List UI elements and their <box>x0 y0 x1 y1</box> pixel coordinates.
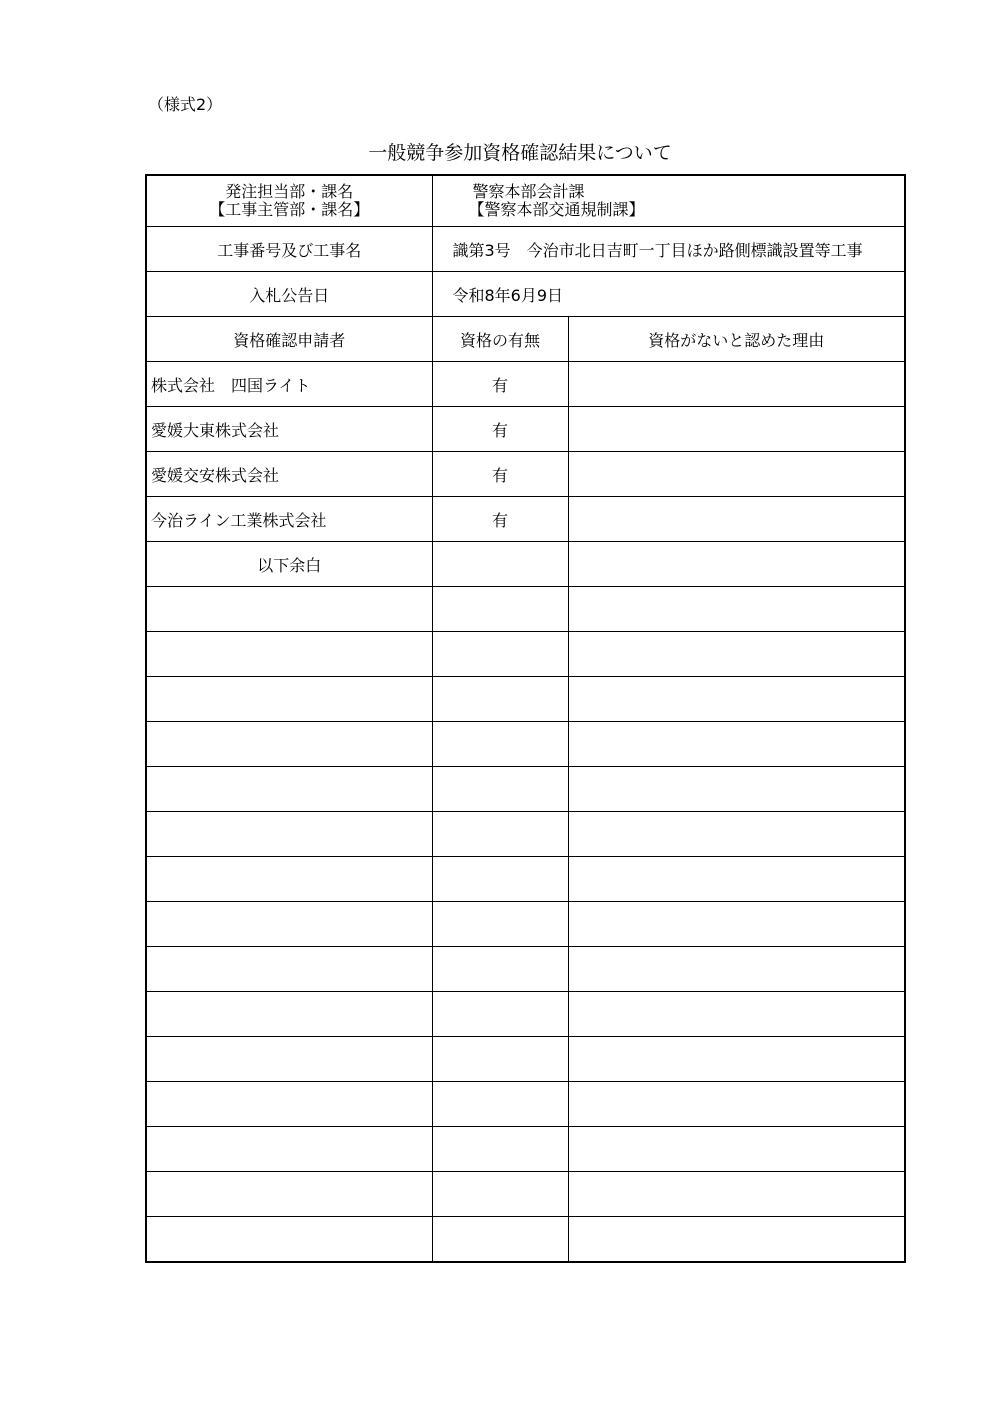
applicant-cell <box>146 677 432 722</box>
dept-value-line1: 警察本部会計課 <box>472 182 585 201</box>
table-row <box>146 497 905 542</box>
qualified-cell <box>432 1082 568 1127</box>
table-row <box>146 677 905 722</box>
reason-cell <box>568 992 905 1037</box>
qualified-cell <box>432 587 568 632</box>
project-value-cell: 識第3号 今治市北日吉町一丁目ほか路側標識設置等工事 <box>432 227 905 272</box>
qualified-cell: 有 <box>432 407 568 452</box>
date-value-cell: 令和8年6月9日 <box>432 272 905 317</box>
applicant-cell <box>146 1082 432 1127</box>
qualified-cell <box>432 542 568 587</box>
qualified-cell <box>432 1217 568 1263</box>
reason-cell <box>568 767 905 812</box>
applicant-cell <box>146 632 432 677</box>
applicant-cell <box>146 1037 432 1082</box>
qualified-cell <box>432 812 568 857</box>
reason-cell <box>568 1172 905 1217</box>
qualified-cell: 有 <box>432 452 568 497</box>
date-label-cell: 入札公告日 <box>146 272 432 317</box>
applicant-cell <box>146 767 432 812</box>
reason-cell <box>568 587 905 632</box>
dept-value-line2: 【警察本部交通規制課】 <box>468 200 645 219</box>
reason-cell <box>568 1037 905 1082</box>
reason-cell <box>568 857 905 902</box>
column-header-qualified: 資格の有無 <box>432 317 568 362</box>
table-row <box>146 1127 905 1172</box>
qualification-results-table <box>145 174 906 1263</box>
table-row <box>146 992 905 1037</box>
reason-cell <box>568 812 905 857</box>
applicant-cell: 愛媛交安株式会社 <box>146 452 432 497</box>
reason-cell <box>568 407 905 452</box>
table-row <box>146 902 905 947</box>
qualified-cell <box>432 722 568 767</box>
applicant-cell <box>146 1217 432 1263</box>
table-row <box>146 1082 905 1127</box>
reason-cell <box>568 677 905 722</box>
qualified-cell <box>432 992 568 1037</box>
dept-label-line2: 【工事主管部・課名】 <box>209 200 370 219</box>
applicant-cell: 株式会社 四国ライト <box>146 362 432 407</box>
table-row <box>146 632 905 677</box>
date-row <box>146 272 905 317</box>
table-row <box>146 1172 905 1217</box>
reason-cell <box>568 542 905 587</box>
reason-cell <box>568 1217 905 1263</box>
table-row <box>146 947 905 992</box>
applicant-cell: 愛媛大東株式会社 <box>146 407 432 452</box>
column-header-row <box>146 317 905 362</box>
dept-value-cell <box>432 175 905 227</box>
qualified-cell <box>432 857 568 902</box>
applicant-cell <box>146 587 432 632</box>
applicant-cell <box>146 1127 432 1172</box>
dept-label-cell <box>146 175 432 227</box>
applicant-cell <box>146 902 432 947</box>
reason-cell <box>568 1082 905 1127</box>
table-row <box>146 767 905 812</box>
applicant-cell: 以下余白 <box>146 542 432 587</box>
project-row <box>146 227 905 272</box>
applicant-cell <box>146 857 432 902</box>
reason-cell <box>568 722 905 767</box>
table-row <box>146 812 905 857</box>
table-row <box>146 407 905 452</box>
reason-cell <box>568 362 905 407</box>
applicant-cell: 今治ライン工業株式会社 <box>146 497 432 542</box>
table-row <box>146 857 905 902</box>
qualified-cell <box>432 632 568 677</box>
form-number-label: （様式2） <box>148 95 223 114</box>
qualified-cell <box>432 677 568 722</box>
qualified-cell <box>432 1037 568 1082</box>
table-row <box>146 722 905 767</box>
table-row <box>146 1037 905 1082</box>
reason-cell <box>568 497 905 542</box>
qualified-cell <box>432 947 568 992</box>
column-header-applicant: 資格確認申請者 <box>146 317 432 362</box>
applicant-cell <box>146 947 432 992</box>
reason-cell <box>568 1127 905 1172</box>
table-row <box>146 1217 905 1263</box>
reason-cell <box>568 947 905 992</box>
applicant-cell <box>146 1172 432 1217</box>
table-row <box>146 362 905 407</box>
project-label-cell: 工事番号及び工事名 <box>146 227 432 272</box>
qualified-cell <box>432 1127 568 1172</box>
dept-label-line1: 発注担当部・課名 <box>225 182 354 201</box>
applicant-cell <box>146 722 432 767</box>
qualified-cell <box>432 1172 568 1217</box>
qualified-cell <box>432 767 568 812</box>
dept-row <box>146 175 905 227</box>
table-row <box>146 542 905 587</box>
qualified-cell <box>432 902 568 947</box>
applicant-cell <box>146 992 432 1037</box>
document-title: 一般競争参加資格確認結果について <box>368 142 672 164</box>
qualified-cell: 有 <box>432 497 568 542</box>
column-header-reason: 資格がないと認めた理由 <box>568 317 905 362</box>
reason-cell <box>568 902 905 947</box>
reason-cell <box>568 452 905 497</box>
applicant-cell <box>146 812 432 857</box>
table-row <box>146 587 905 632</box>
table-row <box>146 452 905 497</box>
reason-cell <box>568 632 905 677</box>
qualified-cell: 有 <box>432 362 568 407</box>
